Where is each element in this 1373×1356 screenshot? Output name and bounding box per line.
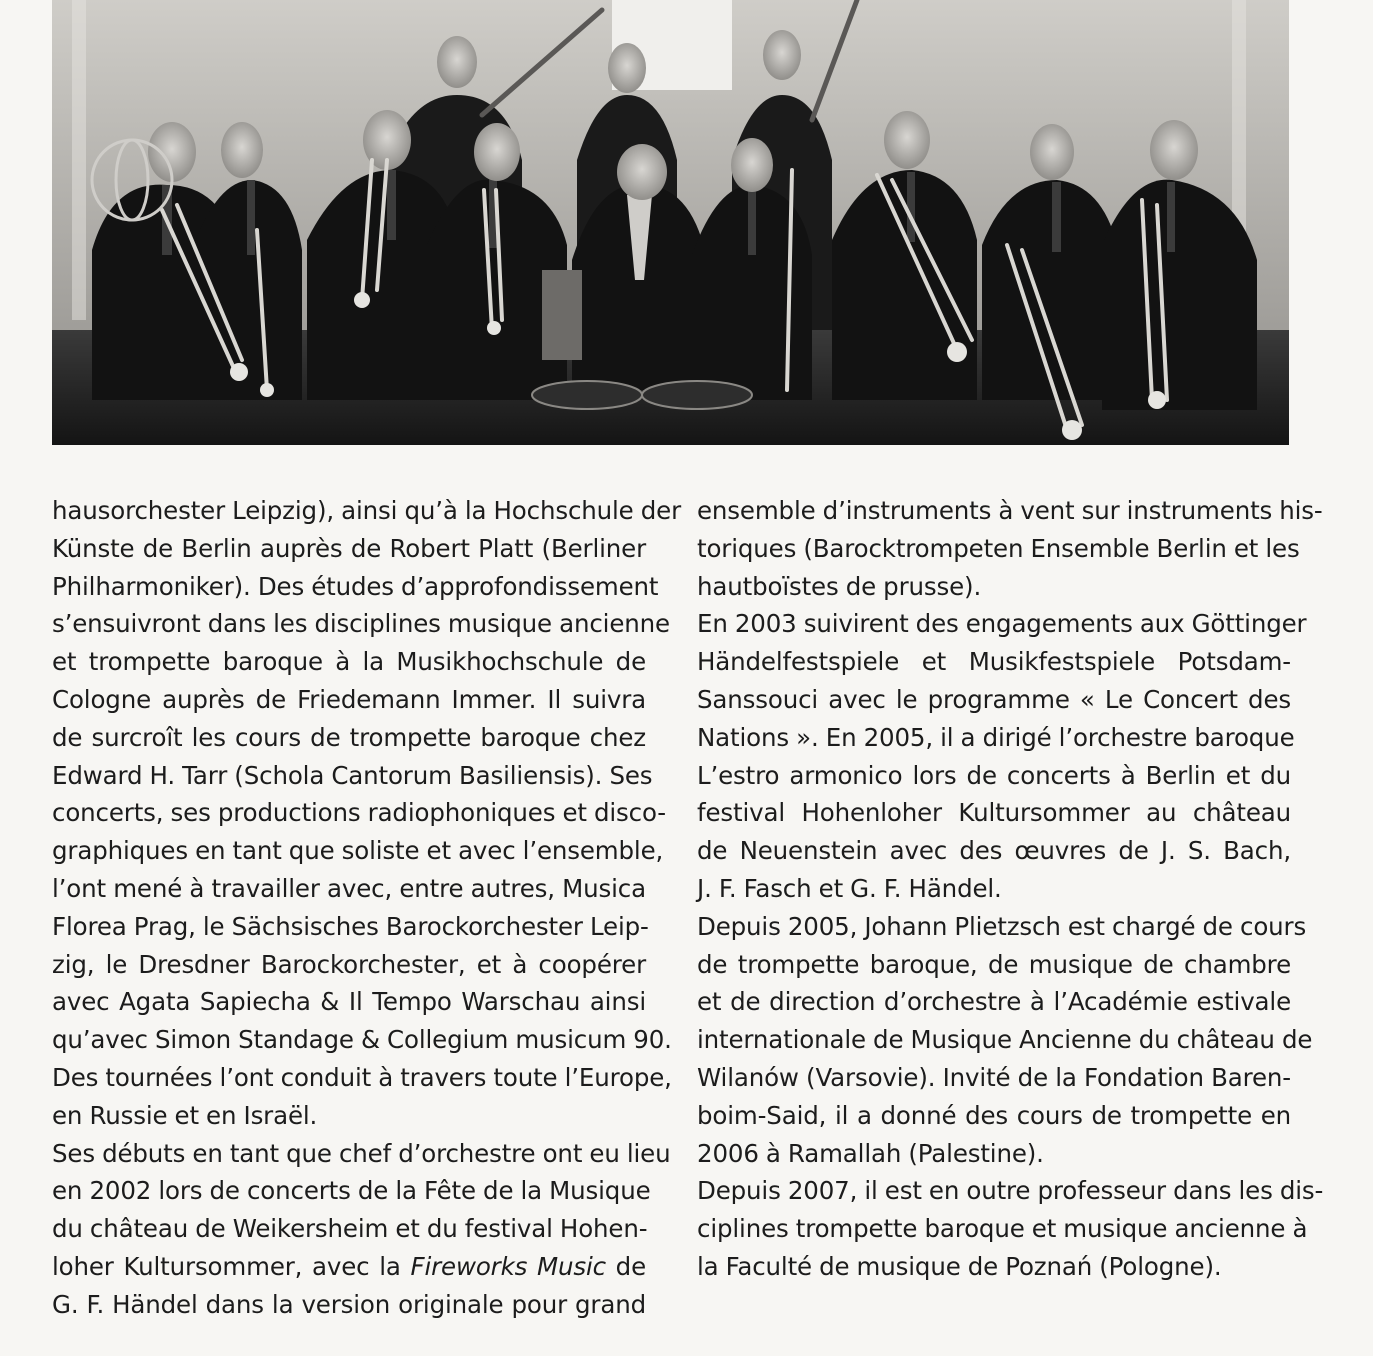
- paragraph: [697, 1172, 1324, 1285]
- text-line: internationale de Musique Ancienne du château de: [697, 1025, 1313, 1055]
- text-line: toriques (Barocktrompeten Ensemble Berlin et les: [697, 533, 1300, 563]
- text-line: ciplines trompette baroque et musique ancienne à: [697, 1214, 1308, 1244]
- text-line: G. F. Händel dans la version originale pour grand: [52, 1289, 646, 1319]
- text-line: hausorchester Leipzig), ainsi qu’à la Hochschule der: [52, 496, 681, 525]
- text-line: L’estro armonico lors de concerts à Berlin et du: [697, 760, 1291, 790]
- text-line: 2006 à Ramallah (Palestine).: [697, 1138, 1044, 1168]
- text-line: Florea Prag, le Sächsisches Barockorchester Leip-: [52, 911, 649, 941]
- text-line-with-italic: [52, 1248, 646, 1286]
- text-line: Ses débuts en tant que chef d’orchestre ont eu lieu: [52, 1138, 671, 1168]
- text-line: Nations ». En 2005, il a dirigé l’orchestre baroque: [697, 722, 1295, 752]
- text-line: Sanssouci avec le programme « Le Concert des: [697, 684, 1291, 714]
- text-line: boim-Said, il a donné des cours de trompette en: [697, 1100, 1291, 1130]
- text-line: festival Hohenloher Kultursommer au château: [697, 798, 1291, 828]
- paragraph: [52, 1135, 671, 1324]
- text-line: Händelfestspiele et Musikfestspiele Potsdam-: [697, 647, 1291, 677]
- text-line: avec Agata Sapiecha & Il Tempo Warschau ainsi: [52, 987, 646, 1017]
- text-line: en Russie et en Israël.: [52, 1100, 318, 1130]
- paragraph: [697, 908, 1313, 1173]
- text-line: qu’avec Simon Standage & Collegium musicum 90.: [52, 1025, 672, 1055]
- text-line: du château de Weikersheim et du festival Hohen-: [52, 1214, 648, 1244]
- text-line: En 2003 suivirent des engagements aux Göttinger: [697, 609, 1307, 639]
- text-line: s’ensuivront dans les disciplines musique ancienne: [52, 609, 670, 639]
- text-line: de surcroît les cours de trompette baroque chez: [52, 722, 646, 752]
- text-line: Wilanów (Varsovie). Invité de la Fondation Baren-: [697, 1062, 1291, 1092]
- text-line: graphiques en tant que soliste et avec l’ensemble,: [52, 836, 664, 866]
- text-fragment: de: [605, 1251, 647, 1281]
- paragraph: [697, 492, 1323, 605]
- text-line: de Neuenstein avec des œuvres de J. S. Bach,: [697, 836, 1291, 866]
- text-line: et trompette baroque à la Musikhochschule de: [52, 647, 646, 677]
- text-line: l’ont mené à travailler avec, entre autres, Musica: [52, 873, 646, 903]
- italic-work-title: Fireworks Music: [410, 1251, 606, 1281]
- text-line: de trompette baroque, de musique de chambre: [697, 949, 1291, 979]
- text-line: zig, le Dresdner Barockorchester, et à coopérer: [52, 949, 646, 979]
- text-line: Cologne auprès de Friedemann Immer. Il suivra: [52, 684, 646, 714]
- text-line: concerts, ses productions radiophoniques et disco-: [52, 798, 666, 828]
- text-line: la Faculté de musique de Poznań (Pologne).: [697, 1251, 1222, 1281]
- text-line: Edward H. Tarr (Schola Cantorum Basiliensis). Ses: [52, 760, 653, 790]
- text-line: Depuis 2007, il est en outre professeur dans les dis-: [697, 1176, 1324, 1206]
- text-line: Des tournées l’ont conduit à travers toute l’Europe,: [52, 1062, 672, 1092]
- ensemble-photo-illustration: [52, 0, 1289, 445]
- text-line: Philharmoniker). Des études d’approfondissement: [52, 571, 659, 601]
- left-text-column: [52, 492, 681, 1324]
- ensemble-photo: [52, 0, 1289, 445]
- text-line: en 2002 lors de concerts de la Fête de la Musique: [52, 1176, 651, 1206]
- text-line: hautboïstes de prusse).: [697, 571, 982, 601]
- paragraph: [52, 492, 681, 1135]
- text-line: ensemble d’instruments à vent sur instruments his-: [697, 496, 1323, 525]
- text-line: et de direction d’orchestre à l’Académie estivale: [697, 987, 1291, 1017]
- right-text-column: [697, 492, 1324, 1286]
- text-line: Künste de Berlin auprès de Robert Platt (Berliner: [52, 533, 646, 563]
- text-line: Depuis 2005, Johann Plietzsch est chargé de cours: [697, 911, 1307, 941]
- text-fragment: loher Kultursommer, avec la: [52, 1251, 411, 1281]
- paragraph: [697, 605, 1307, 907]
- text-line: J. F. Fasch et G. F. Händel.: [697, 873, 1002, 903]
